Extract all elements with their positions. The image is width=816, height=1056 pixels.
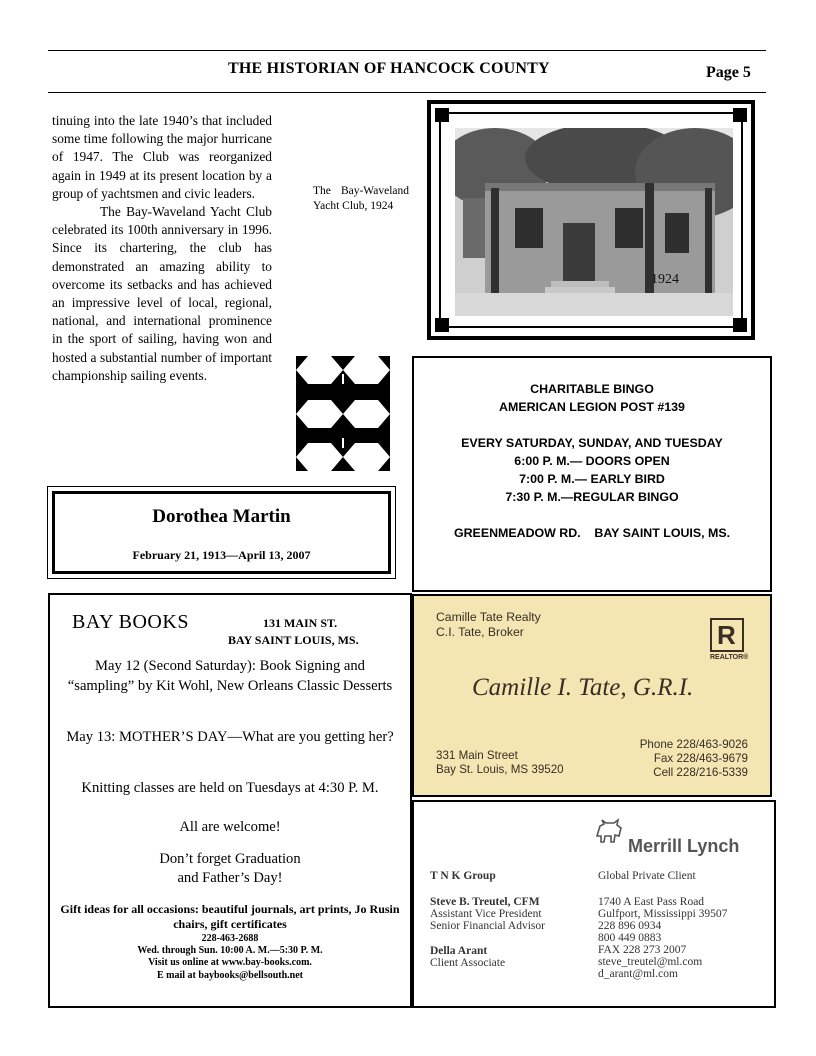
obituary-dates: February 21, 1913—April 13, 2007 xyxy=(132,548,311,562)
frame-corner-br xyxy=(733,318,747,332)
bay-books-event-may13: May 13: MOTHER’S DAY—What are you getting her? xyxy=(66,729,394,745)
frame-corner-tr xyxy=(733,108,747,122)
article-paragraph-1: tinuing into the late 1940’s that included some time following the major hurricane of 1947. The Club was reorganized again in 1949 at its present location by a group of yachtsmen and civic leaders. xyxy=(52,113,272,201)
bay-books-phone: 228-463-2688 xyxy=(201,933,259,944)
ml-email-1[interactable]: steve_treutel@ml.com xyxy=(598,956,703,968)
bingo-doors-open: 6:00 P. M.— DOORS OPEN xyxy=(514,454,670,468)
bay-books-graduation: Don’t forget Graduation xyxy=(159,851,301,867)
realty-company: Camille Tate Realty xyxy=(436,610,541,624)
bingo-regular: 7:30 P. M.—REGULAR BINGO xyxy=(505,490,679,504)
photo-caption: The Bay-Waveland Yacht Club, 1924 xyxy=(313,185,409,212)
photo-frame xyxy=(427,100,755,340)
header-rule-top xyxy=(48,50,766,51)
obituary-inner-border xyxy=(52,491,391,574)
realtor-mark: REALTOR® xyxy=(710,654,749,661)
realty-phone: Phone 228/463-9026 xyxy=(639,738,748,751)
ml-address-1: 1740 A East Pass Road xyxy=(598,896,705,908)
bingo-ad xyxy=(412,356,772,592)
realty-business-card xyxy=(412,594,772,797)
merrill-lynch-logo: Merrill Lynch xyxy=(628,836,740,856)
realty-street: 331 Main Street xyxy=(436,749,518,762)
bingo-title: CHARITABLE BINGO xyxy=(530,382,654,396)
ml-client-type: Global Private Client xyxy=(598,870,696,882)
bingo-organization: AMERICAN LEGION POST #139 xyxy=(499,400,685,414)
frame-corner-bl xyxy=(435,318,449,332)
decorative-pattern xyxy=(296,356,390,471)
ml-associate-title: Client Associate xyxy=(430,957,506,969)
bay-books-city: BAY SAINT LOUIS, MS. xyxy=(228,633,359,647)
ml-advisor-name: Steve B. Treutel, CFM xyxy=(430,896,540,908)
article-column xyxy=(52,112,272,385)
bay-books-ad xyxy=(48,593,412,1008)
ml-group: T N K Group xyxy=(430,870,496,882)
bull-logo-icon xyxy=(594,816,624,846)
ml-email-2[interactable]: d_arant@ml.com xyxy=(598,968,678,980)
bay-books-street: 131 MAIN ST. xyxy=(263,616,338,630)
realtor-logo-letter: R xyxy=(717,620,736,650)
frame-corner-tl xyxy=(435,108,449,122)
realty-city: Bay St. Louis, MS 39520 xyxy=(436,763,564,776)
page-number: Page 5 xyxy=(706,64,751,81)
bingo-early-bird: 7:00 P. M.— EARLY BIRD xyxy=(519,472,665,486)
ml-address-2: Gulfport, Mississippi 39507 xyxy=(598,908,728,920)
ml-advisor-title-2: Senior Financial Advisor xyxy=(430,920,545,932)
realty-cell: Cell 228/216-5339 xyxy=(653,766,748,779)
geometric-ornament-icon xyxy=(296,356,390,471)
ml-associate-name: Della Arant xyxy=(430,945,488,957)
ml-phone-2: 800 449 0883 xyxy=(598,932,662,944)
realty-agent-name: Camille I. Tate, G.R.I. xyxy=(472,674,694,701)
bay-books-hours: Wed. through Sun. 10:00 A. M.—5:30 P. M. xyxy=(137,945,323,956)
bingo-address: GREENMEADOW RD. BAY SAINT LOUIS, MS. xyxy=(453,526,731,540)
bay-books-fathers-day: and Father’s Day! xyxy=(177,870,283,886)
obituary-name: Dorothea Martin xyxy=(152,506,291,527)
realty-fax: Fax 228/463-9679 xyxy=(653,752,748,765)
ml-fax: FAX 228 273 2007 xyxy=(598,944,687,956)
article-paragraph-2: The Bay-Waveland Yacht Club celebrated its 100th anniversary in 1996. Since its chartering, the club has demonstrated an amazing ability to overcome its setbacks and has achieved an impressive level of local, regional, national, and international prominence in the sport of sailing, having won and hosted a substantial number of important championship sailing events. xyxy=(52,204,272,383)
bay-books-event-may12: May 12 (Second Saturday): Book Signing and “sampling” by Kit Wohl, New Orleans Classic Desserts xyxy=(67,658,393,694)
bay-books-welcome: All are welcome! xyxy=(179,819,281,835)
yacht-club-photo xyxy=(455,128,733,316)
ml-phone-1: 228 896 0934 xyxy=(598,920,662,932)
bay-books-knitting: Knitting classes are held on Tuesdays at 4:30 P. M. xyxy=(81,780,379,796)
bay-books-title: BAY BOOKS xyxy=(72,611,189,633)
obituary-box xyxy=(47,486,396,579)
ml-advisor-title-1: Assistant Vice President xyxy=(430,908,542,920)
bay-books-email: E mail at baybooks@bellsouth.net xyxy=(157,970,303,981)
merrill-lynch-card xyxy=(412,800,776,1008)
photo-year-mark: 1924 xyxy=(651,272,679,287)
realtor-logo-icon xyxy=(710,618,744,652)
bay-books-gift-ideas: Gift ideas for all occasions: beautiful journals, art prints, Jo Rusin chairs, gift certificates xyxy=(60,902,400,931)
bay-books-website: Visit us online at www.bay-books.com. xyxy=(148,957,312,968)
yacht-club-building-image xyxy=(455,128,733,316)
bingo-days: EVERY SATURDAY, SUNDAY, AND TUESDAY xyxy=(461,436,723,450)
masthead-title: THE HISTORIAN OF HANCOCK COUNTY xyxy=(228,60,550,77)
realty-broker: C.I. Tate, Broker xyxy=(436,625,524,639)
header-rule-bottom xyxy=(48,92,766,93)
